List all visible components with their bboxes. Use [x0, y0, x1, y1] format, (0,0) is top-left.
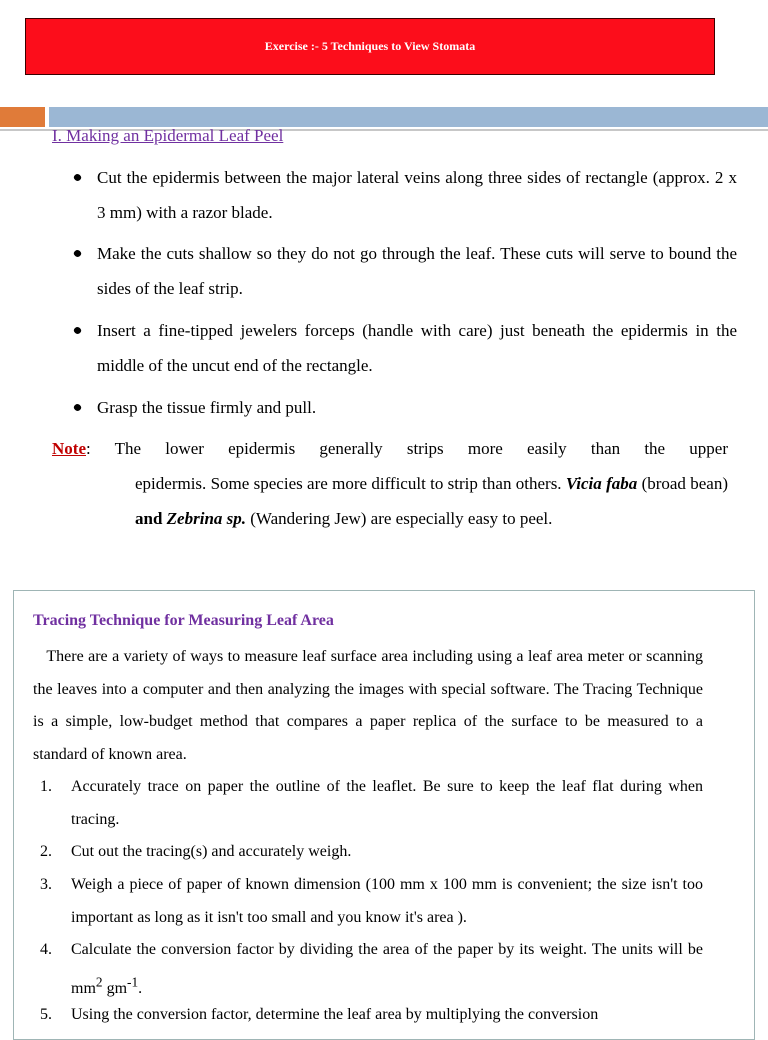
note-and: and: [135, 509, 163, 528]
list-number: 3.: [40, 876, 52, 893]
bullet-text: Insert a fine-tipped jewelers forceps (handle with care) just beneath the epidermis in the middle of the uncut end of the rectangle.: [97, 321, 737, 375]
bullet-item: [97, 160, 737, 230]
bullet-icon: [73, 326, 83, 336]
page-title: Exercise :- 5 Techniques to View Stomata: [264, 39, 476, 53]
bullet-text: Grasp the tissue firmly and pull.: [97, 398, 317, 417]
section-heading: I. Making an Epidermal Leaf Peel: [52, 126, 284, 145]
list-text-part: Calculate the conversion factor by dividing the area of the paper by its weight. The units will be mm: [71, 941, 703, 997]
list-item: [40, 934, 703, 1005]
bullet-icon: [73, 173, 83, 183]
bullet-icon: [73, 249, 83, 259]
list-number: 2.: [40, 843, 52, 860]
note-block: [52, 431, 728, 536]
bullet-icon: [73, 403, 83, 413]
bullet-item: [97, 390, 737, 425]
list-text: Cut out the tracing(s) and accurately weigh.: [71, 843, 352, 860]
bullet-text: Cut the epidermis between the major lateral veins along three sides of rectangle (approx. 2 x 3 mm) with a razor blade.: [97, 168, 737, 222]
list-number: 1.: [40, 778, 52, 795]
species-name: Vicia faba: [565, 474, 638, 493]
list-text-part: .: [138, 979, 143, 997]
bullet-text: Make the cuts shallow so they do not go through the leaf. These cuts will serve to bound the sides of the leaf strip.: [97, 244, 737, 298]
list-item: [40, 999, 703, 1032]
list-number: 5.: [40, 1006, 52, 1023]
note-label: Note: [52, 439, 86, 458]
list-text: Accurately trace on paper the outline of the leaflet. Be sure to keep the leaf flat during when tracing.: [71, 778, 703, 828]
list-item: [40, 771, 703, 836]
box-intro: [33, 641, 703, 771]
note-text: (Wandering Jew) are especially easy to peel.: [246, 509, 553, 528]
list-text-part: gm: [102, 979, 128, 997]
superscript: -1: [127, 974, 139, 990]
list-text: [71, 941, 703, 997]
note-text: : The lower epidermis generally strips more easily than the upper: [85, 439, 728, 458]
decorative-orange-bar: [0, 107, 45, 127]
note-text: epidermis. Some species are more difficult to strip than others.: [135, 474, 566, 493]
list-item: [40, 836, 703, 869]
box-title: Tracing Technique for Measuring Leaf Area: [33, 612, 334, 629]
bullet-item: [97, 313, 737, 383]
bullet-item: [97, 236, 737, 306]
species-name: Zebrina sp.: [166, 509, 247, 528]
list-text: Using the conversion factor, determine the leaf area by multiplying the conversion: [71, 1006, 599, 1023]
note-continuation: [52, 466, 728, 536]
superscript: 2: [95, 974, 103, 990]
list-number: 4.: [40, 941, 52, 958]
title-banner: [25, 18, 715, 75]
list-text: Weigh a piece of paper of known dimension (100 mm x 100 mm is convenient; the size isn't too important as long as it isn't too small and you know it's area ).: [71, 876, 703, 926]
note-first-line: [52, 431, 728, 466]
intro-text: There are a variety of ways to measure leaf surface area including using a leaf area meter or scanning the leaves into a computer and then analyzing the images with special software. The Tracing Technique is a simple, low-budget method that compares a paper replica of the surface to be measured to a standard of known area.: [33, 648, 704, 763]
decorative-blue-bar: [49, 107, 768, 127]
list-item: [40, 869, 703, 934]
note-text: (broad bean): [637, 474, 728, 493]
